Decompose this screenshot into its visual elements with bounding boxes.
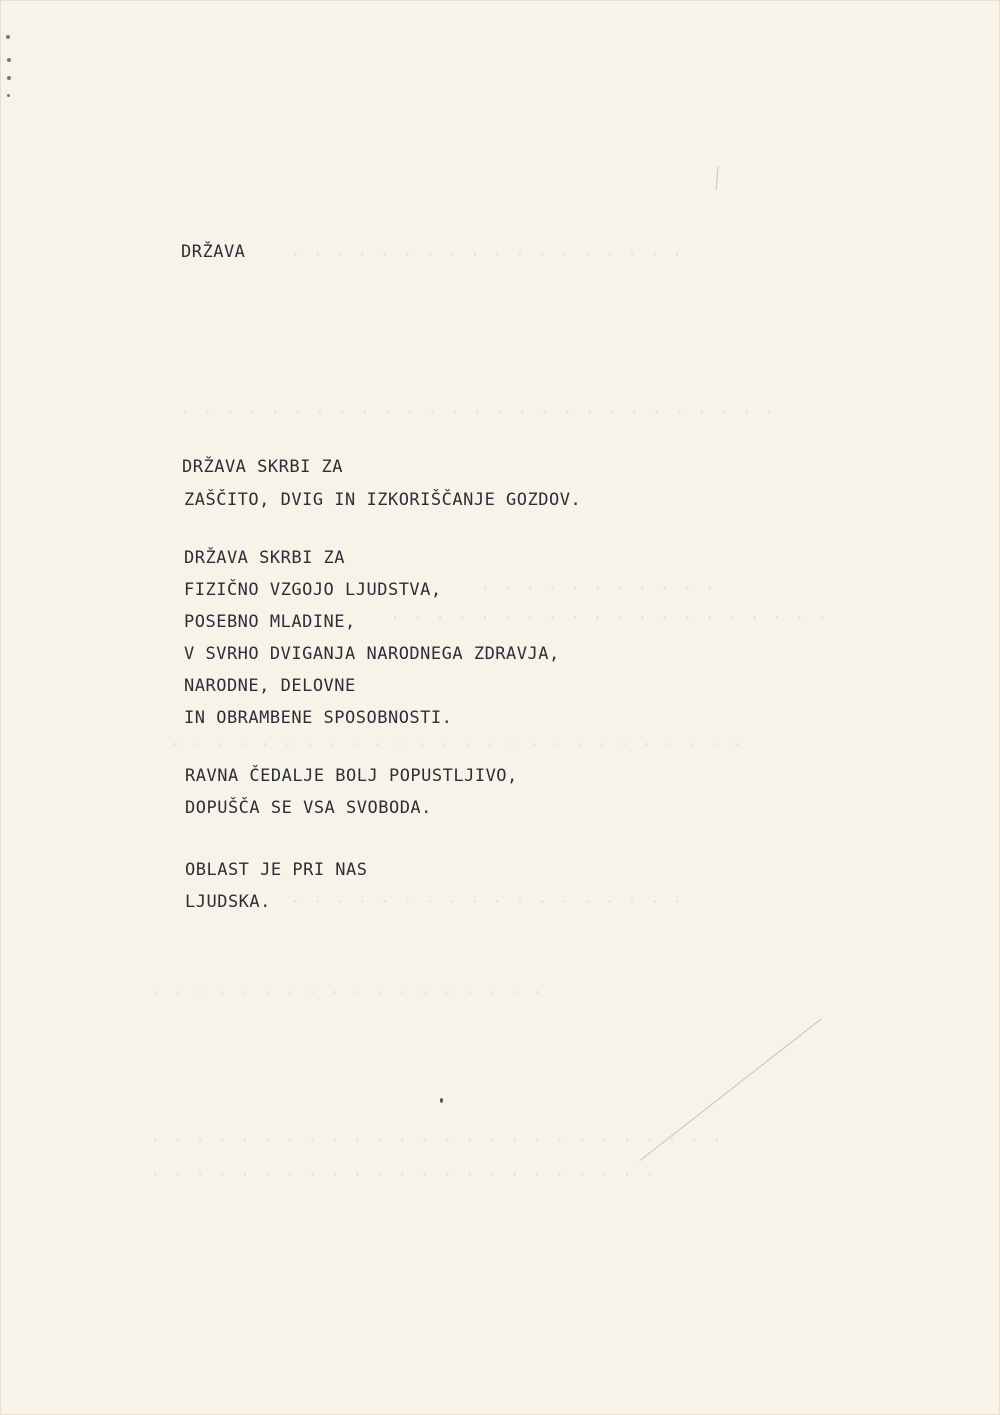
show-through-text: · · · · · · · · · · · · · · · · · · [150,983,544,1003]
text-line: DOPUŠČA SE VSA SVOBODA. [185,798,432,818]
heading-drzava: DRŽAVA [181,242,246,262]
show-through-text: · · · · · · · · · · · · · · · · · · · · · · · · · · · [180,402,776,422]
ink-dot [440,1098,443,1103]
text-line: FIZIČNO VZGOJO LJUDSTVA, [184,580,442,600]
margin-dot [7,76,11,80]
margin-dot [7,94,10,97]
margin-dot [6,35,10,39]
text-line: DRŽAVA SKRBI ZA [184,548,346,568]
text-line: IN OBRAMBENE SPOSOBNOSTI. [184,708,453,728]
text-line: DRŽAVA SKRBI ZA [182,457,344,477]
show-through-text: · · · · · · · · · · · · · · · · · · [290,245,684,265]
text-line: RAVNA ČEDALJE BOLJ POPUSTLJIVO, [185,766,518,786]
margin-dot [7,58,11,62]
show-through-text: · · · · · · · · · · · · · · · · · · · · [390,608,829,628]
show-through-text: · · · · · · · · · · · · · · · · · · [290,892,684,912]
pencil-mark [716,167,719,191]
show-through-text: · · · · · · · · · · · · · · · · · · · · · · · · · · [150,1130,723,1150]
show-through-text: · · · · · · · · · · · [480,578,716,598]
text-line: V SVRHO DVIGANJA NARODNEGA ZDRAVJA, [184,644,560,664]
show-through-text: · · · · · · · · · · · · · · · · · · · · · · · · · · [170,735,743,755]
text-line: NARODNE, DELOVNE [184,676,356,696]
text-line: LJUDSKA. [185,892,271,912]
text-line: ZAŠČITO, DVIG IN IZKORIŠČANJE GOZDOV. [184,490,582,510]
text-line: POSEBNO MLADINE, [184,612,356,632]
show-through-text: · · · · · · · · · · · · · · · · · · · · · · · [150,1165,656,1185]
text-line: OBLAST JE PRI NAS [185,860,368,880]
